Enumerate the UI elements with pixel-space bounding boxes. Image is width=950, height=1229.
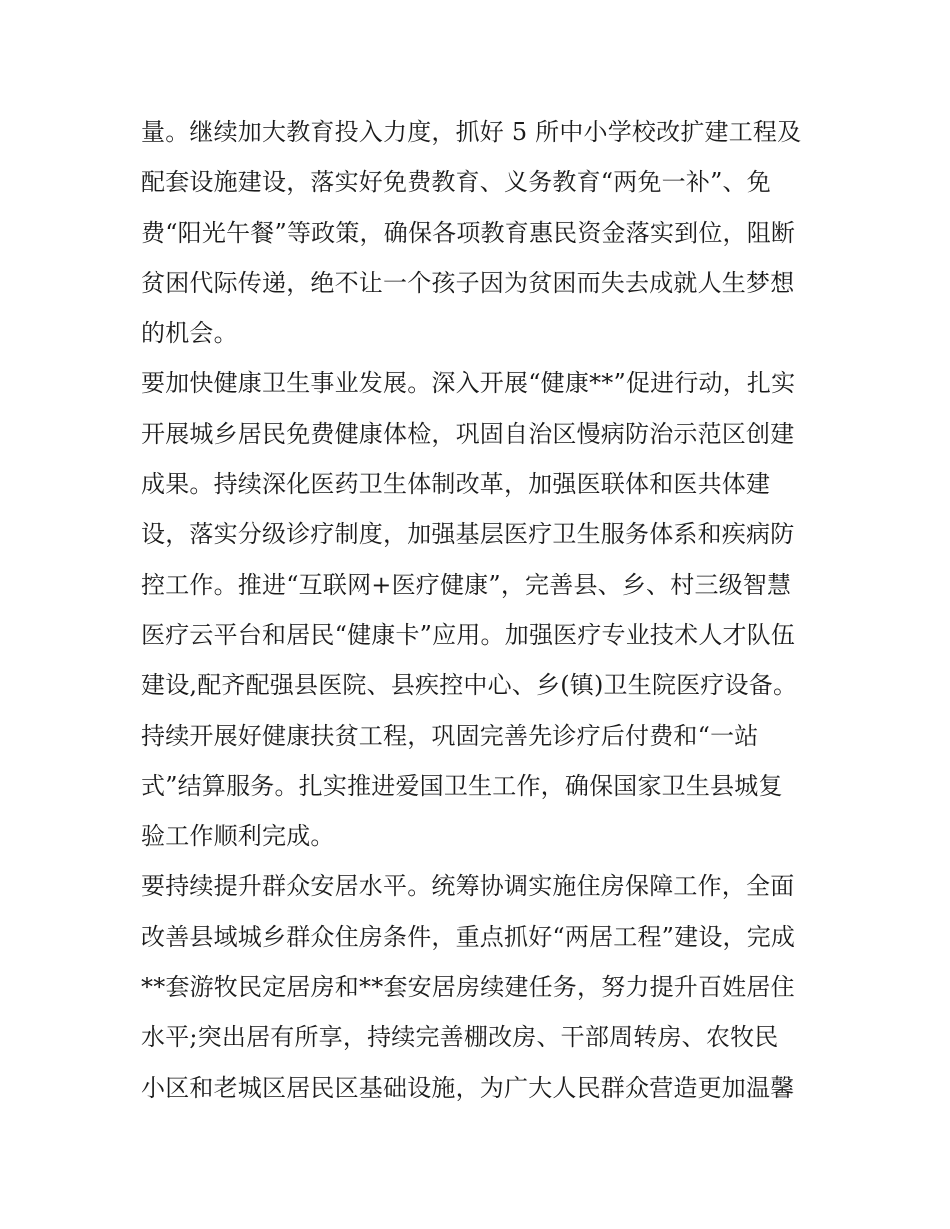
text-line: 改善县域城乡群众住房条件，重点抓好“两居工程”建设，完成 (141, 922, 796, 951)
text-line: 量。继续加大教育投入力度，抓好 5 所中小学校改扩建工程及 (141, 118, 802, 146)
text-line: 水平;突出居有所享，持续完善棚改房、干部周转房、农牧民 (141, 1023, 779, 1052)
text-line: 设，落实分级诊疗制度，加强基层医疗卫生服务体系和疾病防 (141, 520, 795, 549)
text-line: 成果。持续深化医药卫生体制改革，加强医联体和医共体建 (141, 470, 771, 499)
text-line: 开展城乡居民免费健康体检，巩固自治区慢病防治示范区创建 (141, 419, 795, 448)
text-line: 费“阳光午餐”等政策，确保各项教育惠民资金落实到位，阻断 (141, 218, 796, 247)
text-line: 的机会。 (141, 319, 238, 348)
text-line: 验工作顺利完成。 (141, 822, 335, 851)
text-line: 要持续提升群众安居水平。统筹协调实施住房保障工作，全面 (141, 872, 795, 901)
document-body (141, 107, 821, 1113)
text-line: **套游牧民定居房和**套安居房续建任务，努力提升百姓居住 (141, 973, 795, 1002)
text-line: 医疗云平台和居民“健康卡”应用。加强医疗专业技术人才队伍 (141, 620, 796, 649)
text-line: 小区和老城区居民区基础设施，为广大人民群众营造更加温馨 (141, 1073, 795, 1102)
text-line: 要加快健康卫生事业发展。深入开展“健康**”促进行动，扎实 (141, 369, 796, 398)
text-line: 建设,配齐配强县医院、县疾控中心、乡(镇)卫生院医疗设备。 (141, 671, 798, 700)
text-line: 配套设施建设，落实好免费教育、义务教育“两免一补”、免 (141, 168, 771, 197)
text-line: 控工作。推进“互联网+医疗健康”，完善县、乡、村三级智慧 (141, 570, 792, 599)
text-line: 式”结算服务。扎实推进爱国卫生工作，确保国家卫生县城复 (141, 771, 783, 800)
text-line: 贫困代际传递，绝不让一个孩子因为贫困而失去成就人生梦想 (141, 268, 795, 297)
text-line: 持续开展好健康扶贫工程，巩固完善先诊疗后付费和“一站 (141, 721, 759, 750)
